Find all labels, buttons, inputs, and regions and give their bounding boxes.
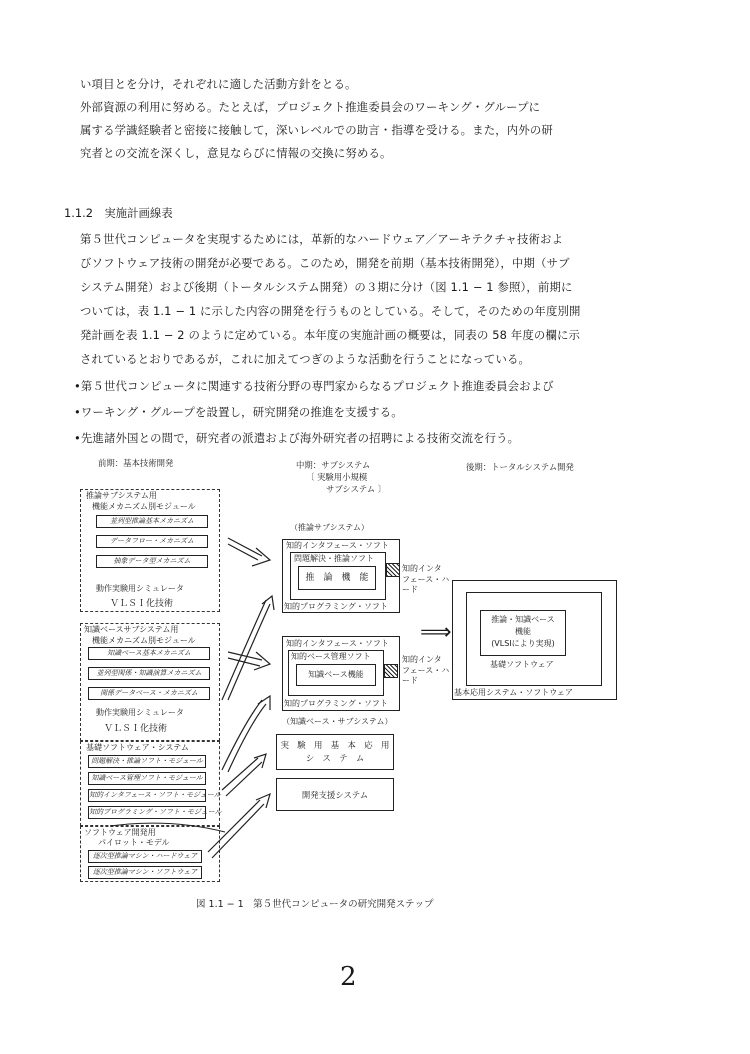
phase-mid-sub2: サブシステム 〕 <box>326 484 387 494</box>
mid-kb-caption: （知識ベース・サブシステム） <box>282 717 393 726</box>
section-title: 1.1.2 実施計画線表 <box>64 206 173 220</box>
mid-kb-hw: 知的インタ フェース・ハ ード <box>402 655 450 685</box>
mid-kb-bottom-label: 知的プログラミング・ソフト <box>284 699 388 708</box>
mid-inference-core: 推 論 機 能 <box>305 573 369 583</box>
late-core-label: 推論・知識ベース 機能 (VLSIにより実現) <box>491 615 555 648</box>
mid-inference-top-label: 知的インタフェース・ソフト <box>286 541 389 550</box>
inference-module: 抽象データ型メカニズム <box>96 555 208 568</box>
software-dev-subtitle: パイロット・モデル <box>98 838 170 847</box>
inference-vlsi: ＶＬＳＩ化技術 <box>110 599 174 609</box>
paragraph-line: 発計画を表 1.1 − 2 のように定めている。本年度の実施計画の概要は，同表の 58 年度の欄に示 <box>80 328 581 342</box>
basic-software-module: 知識ベース管理ソフト・モジュール <box>88 772 206 785</box>
paragraph-line: システム開発）および後期（トータルシステム開発）の３期に分け（図 1.1 − 1 参照），前期に <box>80 280 573 294</box>
inference-module: 並列型推論基本メカニズム <box>96 515 208 528</box>
paragraph-line: ついては，表 1.1 − 1 に示した内容の開発を行うものとしている。そして，そのための年度別開 <box>80 304 581 318</box>
software-dev-item: 逐次型推論マシン・ソフトウェア <box>88 866 202 879</box>
basic-software-module: 問題解決・推論ソフト・モジュール <box>88 755 206 768</box>
inference-module: データフロー・メカニズム <box>96 535 208 548</box>
text-line: い項目とを分け，それぞれに適した活動方針をとる。 <box>80 77 357 91</box>
basic-software-module: 知的インタフェース・ソフト・モジュール <box>88 789 206 802</box>
paragraph-line: されているとおりであるが，これに加えてつぎのような活動を行うことになっている。 <box>80 352 531 366</box>
inference-group-title: 推論サブシステム用 <box>86 491 157 500</box>
software-dev-title: ソフトウェア開発用 <box>84 828 156 837</box>
late-base-label: 基礎ソフトウェア <box>490 660 554 669</box>
basic-software-module: 知的プログラミング・ソフト・モジュール <box>88 806 206 819</box>
mid-inference-bottom-label: 知的プログラミング・ソフト <box>284 602 388 611</box>
mid-inference-solve-label: 問題解決・推論ソフト <box>294 554 374 563</box>
kb-simulator: 動作実験用シミュレータ <box>96 708 184 717</box>
mid-dev-support-label: 開発支援システム <box>301 790 369 800</box>
kb-module: 並列型関係・知識演算メカニズム <box>88 667 210 680</box>
kb-module: 知識ベース基本メカニズム <box>88 647 210 660</box>
mid-kb-mgmt-label: 知的ベース管理ソフト <box>291 652 371 661</box>
basic-software-title: 基礎ソフトウェア・システム <box>86 743 189 752</box>
mid-inference-caption: （推論サブシステム） <box>290 523 369 532</box>
phase-mid-label: 中期：サブシステム <box>296 460 371 470</box>
paragraph-line: びソフトウェア技術の開発が必要である。このため，開発を前期（基本技術開発），中期（サブ <box>80 256 570 270</box>
bullet-item: •第５世代コンピュータに関連する技術分野の専門家からなるプロジェクト推進委員会および <box>74 379 554 393</box>
bullet-item: •先進諸外国との間で，研究者の派遣および海外研究者の招聘による技術交流を行う。 <box>74 431 520 445</box>
inference-simulator: 動作実験用シミュレータ <box>96 584 184 593</box>
phase-mid-sub1: 〔 実験用小規模 <box>306 472 368 482</box>
double-arrow-icon: ⟹ <box>420 620 452 645</box>
software-dev-item: 逐次型推論マシン・ハードウェア <box>88 850 202 863</box>
mid-kb-top-label: 知的インタフェース・ソフト <box>286 639 389 648</box>
kb-group-title: 知識ベースサブシステム用 <box>84 625 179 634</box>
mid-experimental-label: 実 験 用 基 本 応 用 シ ス テ ム <box>280 740 390 763</box>
figure-caption: 図 1.1 − 1 第５世代コンピュータの研究開発ステップ <box>196 899 434 910</box>
text-line: 外部資源の利用に努める。たとえば，プロジェクト推進委員会のワーキング・グループに <box>80 100 541 114</box>
mid-inference-hw: 知的インタ フェース・ハ ード <box>402 564 450 594</box>
paragraph-line: 第５世代コンピュータを実現するためには，革新的なハードウェア／アーキテクチャ技術およ <box>80 232 564 246</box>
kb-module: 関係データベース・メカニズム <box>88 687 210 700</box>
page-number: 2 <box>340 962 357 992</box>
phase-late-label: 後期：トータルシステム開発 <box>466 462 574 472</box>
text-line: 属する学識経験者と密接に接触して，深いレベルでの助言・指導を受ける。また，内外の研 <box>80 123 553 137</box>
phase-early-label: 前期：基本技術開発 <box>98 458 174 468</box>
kb-group-subtitle: 機能メカニズム別モジュール <box>92 636 196 645</box>
mid-kb-core: 知識ベース機能 <box>308 670 364 679</box>
kb-vlsi: ＶＬＳＩ化技術 <box>104 724 168 734</box>
late-app-label: 基本応用システム・ソフトウェア <box>454 688 573 697</box>
text-line: 究者との交流を深くし，意見ならびに情報の交換に努める。 <box>80 146 392 160</box>
inference-group-subtitle: 機能メカニズム別モジュール <box>92 502 196 511</box>
bullet-item: •ワーキング・グループを設置し，研究開発の推進を支援する。 <box>74 405 403 419</box>
